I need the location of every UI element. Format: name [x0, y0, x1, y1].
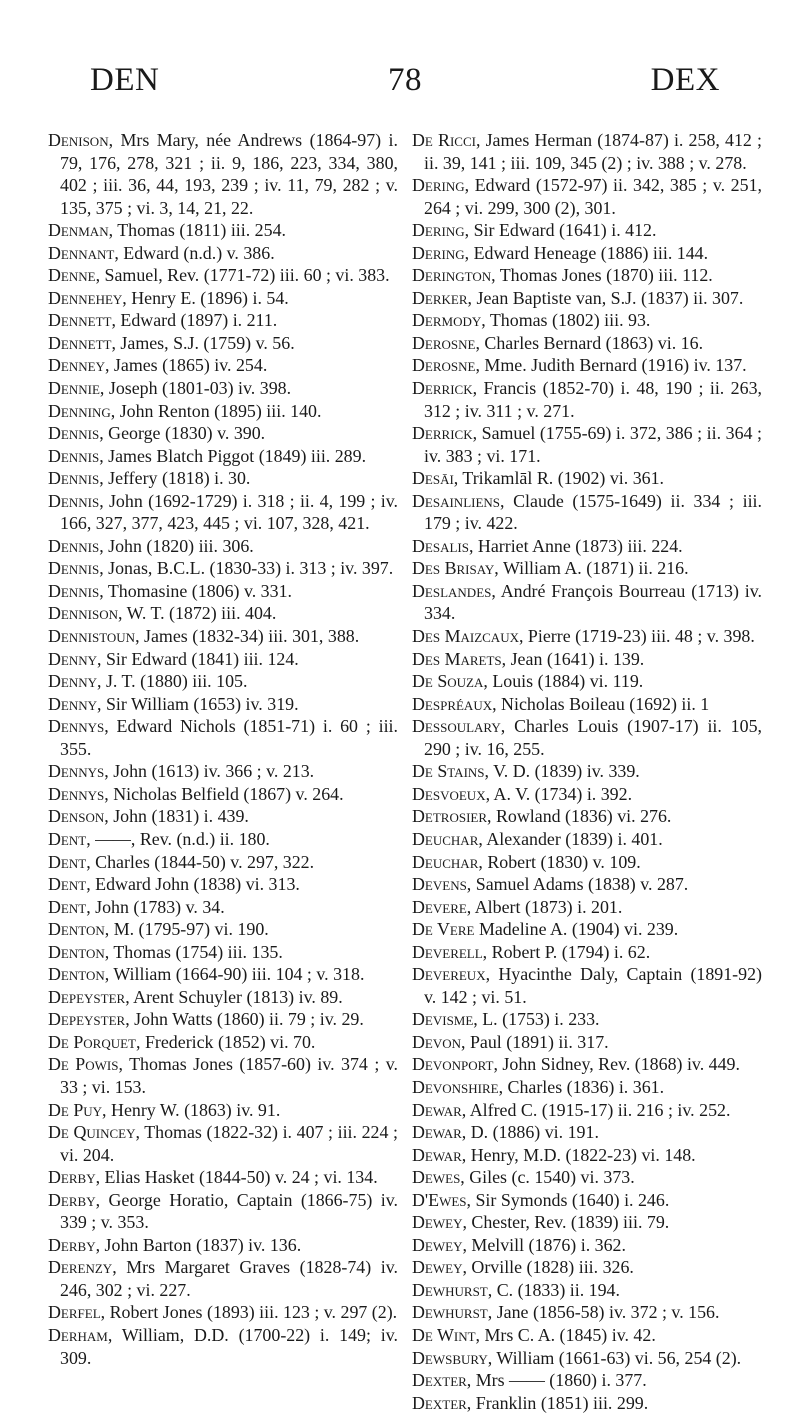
entry-details: Nicholas Belfield (1867) v. 264. [108, 783, 344, 804]
entry-surname: Dent, [48, 896, 91, 917]
entry-details: Mrs Margaret Graves (1828-74) iv. 246, 302 ; vi. 227. [60, 1257, 398, 1300]
index-entry [412, 1121, 762, 1144]
entry-surname: Derham, [48, 1324, 113, 1345]
entry-surname: Dering, [412, 242, 470, 263]
index-entry [412, 557, 762, 580]
entry-surname: Dennis, [48, 490, 104, 511]
entry-details: Sir Symonds (1640) i. 246. [471, 1189, 670, 1210]
entry-details: Thomas (1811) iii. 254. [113, 220, 286, 241]
entry-surname: Dewhurst, [412, 1279, 493, 1300]
index-entry [412, 1076, 762, 1099]
index-entry [412, 422, 762, 467]
entry-surname: Derrick, [412, 423, 478, 444]
index-column-left [48, 129, 398, 1369]
entry-details: Chester, Rev. (1839) iii. 79. [466, 1212, 670, 1233]
entry-surname: Depeyster, [48, 1009, 130, 1030]
entry-surname: Dennehey, [48, 287, 127, 308]
index-entry [48, 1189, 398, 1234]
index-entry [48, 1053, 398, 1098]
entry-details: Thomas (1754) iii. 135. [109, 941, 283, 962]
entry-surname: Devon, [412, 1031, 466, 1052]
page-number: 78 [388, 62, 422, 98]
index-entry [412, 1392, 762, 1414]
index-entry [48, 580, 398, 603]
index-entry [48, 1166, 398, 1189]
index-entry [48, 715, 398, 760]
entry-details: Jane (1856-58) iv. 372 ; v. 156. [492, 1302, 720, 1323]
index-entry [412, 1347, 762, 1370]
index-entry [48, 873, 398, 896]
entry-details: James Herman (1874-87) i. 258, 412 ; ii. 39, 141 ; iii. 109, 345 (2) ; iv. 388 ; v. 278. [424, 130, 762, 173]
entry-details: A. V. (1734) i. 392. [490, 783, 633, 804]
entry-surname: Dexter, [412, 1392, 472, 1413]
entry-details: William (1661-63) vi. 56, 254 (2). [492, 1347, 742, 1368]
index-entry [48, 242, 398, 265]
entry-surname: Devens, [412, 874, 472, 895]
entry-surname: Denney, [48, 355, 110, 376]
entry-surname: Dent, [48, 851, 91, 872]
entry-surname: Detrosier, [412, 806, 492, 827]
entry-surname: Dent, [48, 828, 91, 849]
index-entry [412, 670, 762, 693]
entry-surname: Dexter, [412, 1370, 472, 1391]
index-entry [412, 805, 762, 828]
index-entry [412, 174, 762, 219]
entry-surname: Dennis, [48, 468, 104, 489]
index-entry [48, 287, 398, 310]
entry-surname: Derfel, [48, 1302, 106, 1323]
entry-surname: Deverell, [412, 941, 488, 962]
index-entry [48, 693, 398, 716]
index-entry [412, 851, 762, 874]
index-entry [412, 1008, 762, 1031]
entry-details: Thomas (1802) iii. 93. [485, 310, 651, 331]
index-entry [412, 963, 762, 1008]
index-entry [48, 264, 398, 287]
entry-surname: Dent, [48, 874, 91, 895]
entry-details: Charles (1844-50) v. 297, 322. [90, 851, 315, 872]
entry-details: Thomas (1822-32) i. 407 ; iii. 224 ; vi. 204. [60, 1122, 398, 1165]
entry-surname: Dennant, [48, 242, 119, 263]
index-entry [412, 490, 762, 535]
index-entry [412, 287, 762, 310]
entry-surname: De Wint, [412, 1324, 481, 1345]
entry-details: Francis (1852-70) i. 48, 190 ; ii. 263, 312 ; iv. 311 ; v. 271. [424, 378, 762, 421]
entry-surname: Dennett, [48, 332, 116, 353]
index-entry [48, 1121, 398, 1166]
entry-surname: Derker, [412, 287, 473, 308]
index-entry [412, 219, 762, 242]
entry-surname: Derby, [48, 1189, 101, 1210]
entry-surname: Denton, [48, 941, 110, 962]
entry-details: Henry, M.D. (1822-23) vi. 148. [466, 1144, 696, 1165]
index-entry [48, 851, 398, 874]
entry-details: Mme. Judith Bernard (1916) iv. 137. [479, 355, 747, 376]
index-entry [48, 1008, 398, 1031]
index-entry [412, 242, 762, 265]
index-entry [412, 1144, 762, 1167]
entry-details: Jean (1641) i. 139. [506, 648, 645, 669]
entry-surname: Derby, [48, 1234, 101, 1255]
entry-details: Madeline A. (1904) vi. 239. [474, 919, 679, 940]
index-entry [48, 354, 398, 377]
entry-details: Joseph (1801-03) iv. 398. [104, 378, 292, 399]
entry-surname: Deuchar, [412, 851, 483, 872]
entry-details: Robert P. (1794) i. 62. [487, 941, 651, 962]
index-entry [412, 1369, 762, 1392]
entry-details: Nicholas Boileau (1692) ii. 1 [496, 693, 710, 714]
index-entry [48, 986, 398, 1009]
entry-details: John (1613) iv. 366 ; v. 213. [108, 761, 315, 782]
entry-details: M. (1795-97) vi. 190. [109, 919, 269, 940]
entry-details: Jeffery (1818) i. 30. [103, 468, 251, 489]
entry-surname: Derington, [412, 265, 496, 286]
entry-surname: Denny, [48, 648, 102, 669]
entry-surname: Denton, [48, 919, 110, 940]
entry-surname: Desvoeux, [412, 783, 491, 804]
entry-details: William, D.D. (1700-22) i. 149; iv. 309. [60, 1324, 398, 1368]
entry-details: Edward Nichols (1851-71) i. 60 ; iii. 355. [60, 716, 398, 759]
entry-surname: Derosne, [412, 355, 480, 376]
entry-surname: De Ricci, [412, 130, 481, 150]
entry-details: Arent Schuyler (1813) iv. 89. [129, 986, 343, 1007]
entry-details: Giles (c. 1540) vi. 373. [464, 1167, 635, 1188]
entry-details: Orville (1828) iii. 326. [466, 1257, 634, 1278]
entry-surname: Dermody, [412, 310, 486, 331]
entry-details: John (1831) i. 439. [108, 806, 249, 827]
index-entry [48, 918, 398, 941]
entry-details: ——, Rev. (n.d.) ii. 180. [90, 828, 270, 849]
entry-surname: Denton, [48, 964, 110, 985]
entry-details: J. T. (1880) iii. 105. [101, 671, 248, 692]
entry-details: Harriet Anne (1873) iii. 224. [473, 535, 683, 556]
entry-details: Edward (1897) i. 211. [115, 310, 278, 331]
index-entry [48, 490, 398, 535]
entry-surname: Dennett, [48, 310, 116, 331]
entry-surname: Denny, [48, 671, 102, 692]
index-entry [412, 129, 762, 174]
entry-surname: Des Brisay, [412, 558, 499, 579]
entry-surname: Dennis, [48, 535, 104, 556]
entry-details: Sir Edward (1641) i. 412. [469, 220, 657, 241]
entry-details: Rowland (1836) vi. 276. [491, 806, 672, 827]
entry-surname: Dennis, [48, 445, 104, 466]
entry-surname: Dewsbury, [412, 1347, 493, 1368]
entry-surname: Devere, [412, 896, 472, 917]
entry-details: George (1830) v. 390. [103, 423, 266, 444]
index-entry [48, 422, 398, 445]
entry-details: John Sidney, Rev. (1868) iv. 449. [497, 1054, 740, 1075]
index-entry [412, 580, 762, 625]
index-entry [48, 332, 398, 355]
index-entry [48, 896, 398, 919]
entry-surname: Dennison, [48, 603, 123, 624]
index-entry [412, 896, 762, 919]
index-entry [412, 467, 762, 490]
index-entry [412, 1301, 762, 1324]
entry-details: James Blatch Piggot (1849) iii. 289. [103, 445, 367, 466]
index-entry [412, 648, 762, 671]
index-entry [412, 535, 762, 558]
entry-surname: De Souza, [412, 671, 488, 692]
entry-surname: De Vere [412, 919, 475, 940]
index-entry [48, 129, 398, 219]
index-entry [48, 670, 398, 693]
entry-details: Mrs —— (1860) i. 377. [471, 1370, 647, 1391]
entry-surname: Des Maizcaux, [412, 626, 524, 647]
index-entry [412, 941, 762, 964]
entry-surname: Desainliens, [412, 490, 505, 511]
entry-surname: Dewar, [412, 1144, 467, 1165]
entry-details: James (1832-34) iii. 301, 388. [139, 626, 360, 647]
index-entry [412, 760, 762, 783]
index-entry [48, 1301, 398, 1324]
entry-surname: Dessoulary, [412, 716, 506, 737]
entry-details: Elias Hasket (1844-50) v. 24 ; vi. 134. [100, 1167, 378, 1188]
entry-surname: Deslandes, [412, 580, 496, 601]
entry-details: Charles (1836) i. 361. [503, 1076, 665, 1097]
index-entry [48, 963, 398, 986]
index-entry [48, 602, 398, 625]
index-entry [48, 400, 398, 423]
entry-details: Edward (n.d.) v. 386. [118, 242, 275, 263]
index-entry [412, 1234, 762, 1257]
entry-details: John (1783) v. 34. [90, 896, 225, 917]
entry-details: Louis (1884) vi. 119. [487, 671, 644, 692]
entry-surname: Denison, [48, 130, 114, 150]
index-entry [412, 693, 762, 716]
entry-details: Melvill (1876) i. 362. [466, 1234, 626, 1255]
index-entry [412, 377, 762, 422]
entry-details: Trikamlāl R. (1902) vi. 361. [458, 468, 665, 489]
entry-details: Charles Bernard (1863) vi. 16. [479, 332, 704, 353]
entry-surname: Derrick, [412, 378, 478, 399]
index-entry [48, 1324, 398, 1369]
entry-surname: Denman, [48, 220, 114, 241]
entry-surname: Dewar, [412, 1099, 467, 1120]
entry-details: John (1692-1729) i. 318 ; ii. 4, 199 ; iv. 166, 327, 377, 423, 445 ; vi. 107, 328, 421. [60, 490, 398, 534]
index-entry [412, 1189, 762, 1212]
index-entry [48, 309, 398, 332]
entry-details: Samuel, Rev. (1771-72) iii. 60 ; vi. 383. [100, 265, 390, 286]
index-entry [48, 783, 398, 806]
entry-surname: De Puy, [48, 1099, 107, 1120]
entry-details: W. T. (1872) iii. 404. [122, 603, 277, 624]
entry-details: John Renton (1895) iii. 140. [115, 400, 322, 421]
index-entry [48, 467, 398, 490]
entry-details: V. D. (1839) iv. 339. [489, 761, 640, 782]
entry-surname: Dewey, [412, 1257, 467, 1278]
entry-surname: Devereux, [412, 964, 491, 985]
entry-details: Franklin (1851) iii. 299. [471, 1392, 649, 1413]
entry-surname: Dewes, [412, 1167, 465, 1188]
index-entry [412, 873, 762, 896]
entry-details: Albert (1873) i. 201. [471, 896, 623, 917]
entry-surname: Derenzy, [48, 1257, 117, 1278]
entry-surname: Devisme, [412, 1009, 478, 1030]
header-left-keyword: DEN [90, 62, 160, 98]
entry-details: William A. (1871) ii. 216. [498, 558, 689, 579]
entry-surname: Dering, [412, 175, 470, 196]
index-entry [48, 1031, 398, 1054]
index-entry [48, 941, 398, 964]
entry-details: John Barton (1837) iv. 136. [100, 1234, 302, 1255]
entry-details: Thomas Jones (1857-60) iv. 374 ; v. 33 ; vi. 153. [60, 1054, 398, 1097]
entry-surname: Dennys, [48, 716, 109, 737]
entry-surname: Derosne, [412, 332, 480, 353]
index-entry [48, 445, 398, 468]
entry-surname: Denny, [48, 693, 102, 714]
entry-details: André François Bourreau (1713) iv. 334. [424, 580, 762, 624]
entry-details: Henry W. (1863) iv. 91. [106, 1099, 281, 1120]
entry-surname: Dewhurst, [412, 1302, 493, 1323]
entry-details: C. (1833) ii. 194. [492, 1279, 620, 1300]
entry-details: Edward John (1838) vi. 313. [90, 874, 300, 895]
entry-surname: Dennie, [48, 378, 105, 399]
entry-surname: Dering, [412, 220, 470, 241]
index-entry [48, 219, 398, 242]
entry-surname: Denning, [48, 400, 116, 421]
index-entry [48, 557, 398, 580]
entry-details: William (1664-90) iii. 104 ; v. 318. [109, 964, 365, 985]
entry-details: Edward (1572-97) ii. 342, 385 ; v. 251, 264 ; vi. 299, 300 (2), 301. [424, 175, 762, 218]
entry-details: Paul (1891) ii. 317. [465, 1031, 609, 1052]
entry-surname: Dewar, [412, 1122, 467, 1143]
index-entry [412, 332, 762, 355]
index-entry [412, 1166, 762, 1189]
entry-surname: Denson, [48, 806, 109, 827]
entry-details: Thomasine (1806) v. 331. [103, 580, 292, 601]
entry-details: Edward Heneage (1886) iii. 144. [469, 242, 709, 263]
entry-surname: D'Ewes, [412, 1189, 471, 1210]
entry-details: Frederick (1852) vi. 70. [140, 1031, 316, 1052]
index-entry [412, 918, 762, 941]
entry-surname: Devonport, [412, 1054, 498, 1075]
entry-details: Alexander (1839) i. 401. [482, 828, 663, 849]
entry-details: Sir Edward (1841) iii. 124. [101, 648, 299, 669]
entry-surname: De Quincey, [48, 1122, 140, 1143]
entry-details: Samuel Adams (1838) v. 287. [471, 874, 689, 895]
index-entry [412, 1099, 762, 1122]
index-entry [48, 805, 398, 828]
index-entry [48, 648, 398, 671]
entry-details: Henry E. (1896) i. 54. [126, 287, 289, 308]
entry-surname: Dewey, [412, 1212, 467, 1233]
entry-details: Claude (1575-1649) ii. 334 ; iii. 179 ; iv. 422. [424, 490, 762, 534]
index-entry [412, 828, 762, 851]
entry-surname: Dennys, [48, 783, 109, 804]
entry-surname: Devonshire, [412, 1076, 504, 1097]
entry-details: Jean Baptiste van, S.J. (1837) ii. 307. [472, 287, 744, 308]
entry-details: Hyacinthe Daly, Captain (1891-92) v. 142 ; vi. 51. [424, 964, 762, 1007]
index-entry [48, 760, 398, 783]
entry-surname: Dennistoun, [48, 626, 140, 647]
index-entry [48, 625, 398, 648]
index-entry [412, 1256, 762, 1279]
entry-details: John Watts (1860) ii. 79 ; iv. 29. [129, 1009, 364, 1030]
entry-details: George Horatio, Captain (1866-75) iv. 339 ; v. 353. [60, 1189, 398, 1233]
index-entry [48, 828, 398, 851]
entry-surname: Derby, [48, 1167, 101, 1188]
entry-surname: Despréaux, [412, 693, 497, 714]
entry-surname: De Stains, [412, 761, 489, 782]
index-entry [412, 1324, 762, 1347]
index-entry [412, 1211, 762, 1234]
entry-surname: Desāi, [412, 468, 459, 489]
index-entry [412, 1031, 762, 1054]
entry-surname: Dennis, [48, 558, 104, 579]
index-entry [412, 309, 762, 332]
entry-surname: De Porquet, [48, 1031, 141, 1052]
entry-details: Robert Jones (1893) iii. 123 ; v. 297 (2). [105, 1302, 398, 1323]
entry-surname: Dennys, [48, 761, 109, 782]
entry-details: Mrs Mary, née Andrews (1864-97) i. 79, 176, 278, 321 ; ii. 9, 186, 223, 334, 380, 402 ; iii. 36, 44, 193, 239 ; iv. 11, 79, 282 ; v. 135, 375 ; vi. 3, 14, 21, 22. [60, 130, 398, 218]
index-entry [48, 377, 398, 400]
entry-surname: Dennis, [48, 580, 104, 601]
index-entry [412, 625, 762, 648]
entry-details: D. (1886) vi. 191. [466, 1122, 599, 1143]
entry-surname: Denne, [48, 265, 101, 286]
index-entry [412, 264, 762, 287]
entry-details: Robert (1830) v. 109. [482, 851, 641, 872]
entry-surname: Desalis, [412, 535, 474, 556]
index-entry [412, 783, 762, 806]
entry-details: Charles Louis (1907-17) ii. 105, 290 ; iv. 16, 255. [424, 716, 762, 759]
entry-details: Mrs C. A. (1845) iv. 42. [480, 1324, 656, 1345]
entry-surname: Dennis, [48, 423, 104, 444]
index-entry [412, 715, 762, 760]
entry-details: Sir William (1653) iv. 319. [101, 693, 299, 714]
entry-details: Alfred C. (1915-17) ii. 216 ; iv. 252. [466, 1099, 731, 1120]
entry-surname: Depeyster, [48, 986, 130, 1007]
index-entry [412, 1053, 762, 1076]
entry-details: Jonas, B.C.L. (1830-33) i. 313 ; iv. 397. [103, 558, 394, 579]
entry-surname: Des Marets, [412, 648, 507, 669]
index-column-right [412, 129, 762, 1414]
entry-details: Thomas Jones (1870) iii. 112. [495, 265, 713, 286]
index-entry [48, 1099, 398, 1122]
header-right-keyword: DEX [650, 62, 720, 98]
index-entry [412, 354, 762, 377]
entry-surname: Dewey, [412, 1234, 467, 1255]
entry-details: James, S.J. (1759) v. 56. [115, 332, 295, 353]
index-entry [48, 535, 398, 558]
entry-details: Samuel (1755-69) i. 372, 386 ; ii. 364 ; iv. 383 ; vi. 171. [424, 423, 762, 466]
entry-details: James (1865) iv. 254. [109, 355, 268, 376]
entry-details: L. (1753) i. 233. [477, 1009, 600, 1030]
index-entry [48, 1234, 398, 1257]
index-entry [48, 1256, 398, 1301]
entry-surname: Deuchar, [412, 828, 483, 849]
entry-details: Pierre (1719-23) iii. 48 ; v. 398. [523, 626, 755, 647]
running-header [90, 60, 720, 100]
index-entry [412, 1279, 762, 1302]
entry-details: John (1820) iii. 306. [103, 535, 254, 556]
entry-surname: De Powis, [48, 1054, 123, 1075]
